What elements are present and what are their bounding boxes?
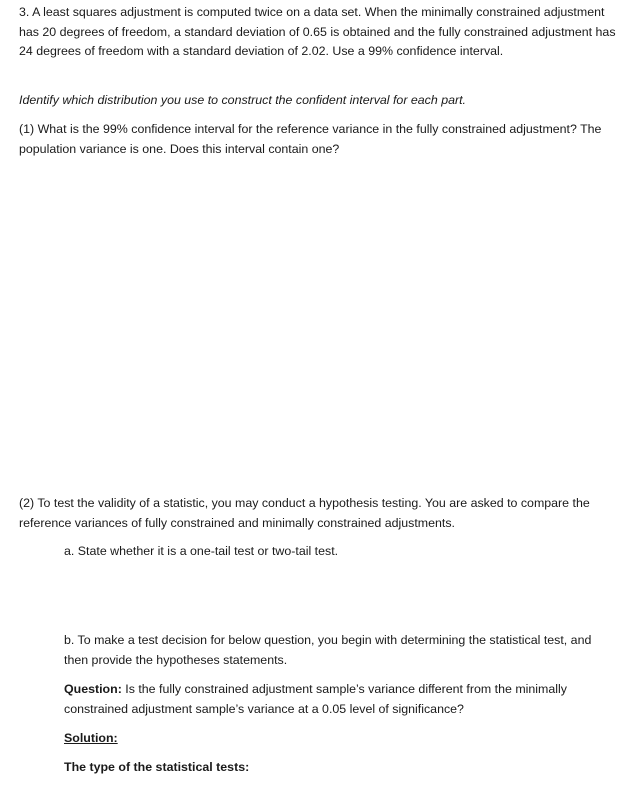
question-part-2a: a. State whether it is a one-tail test or two-tail test. xyxy=(64,544,339,558)
question-part-2: (2) To test the validity of a statistic, you may conduct a hypothesis testing. You are asked to compare the reference variances of fully constrained and minimally constrained adjustments. xyxy=(19,496,590,530)
test-type-label: The type of the statistical tests: xyxy=(64,760,250,774)
question-part-2b: b. To make a test decision for below question, you begin with determining the statistical test, and then provide the hypotheses statements. xyxy=(64,633,592,667)
identify-instruction: Identify which distribution you use to construct the confident interval for each part. xyxy=(19,93,466,107)
question-part-1: (1) What is the 99% confidence interval for the reference variance in the fully constrained adjustment? The population variance is one. Does this interval contain one? xyxy=(19,122,602,156)
question-text: Is the fully constrained adjustment sample’s variance different from the minimally constrained adjustment sample’s variance at a 0.05 level of significance? xyxy=(64,682,567,716)
problem-intro: 3. A least squares adjustment is computed twice on a data set. When the minimally constrained adjustment has 20 degrees of freedom, a standard deviation of 0.65 is obtained and the fully constrained adjustment has 24 degrees of freedom with a standard deviation of 2.02. Use a 99% confidence interval. xyxy=(19,5,616,58)
solution-label: Solution: xyxy=(64,731,118,745)
hypothesis-question xyxy=(64,680,609,719)
question-label: Question: xyxy=(64,682,122,696)
